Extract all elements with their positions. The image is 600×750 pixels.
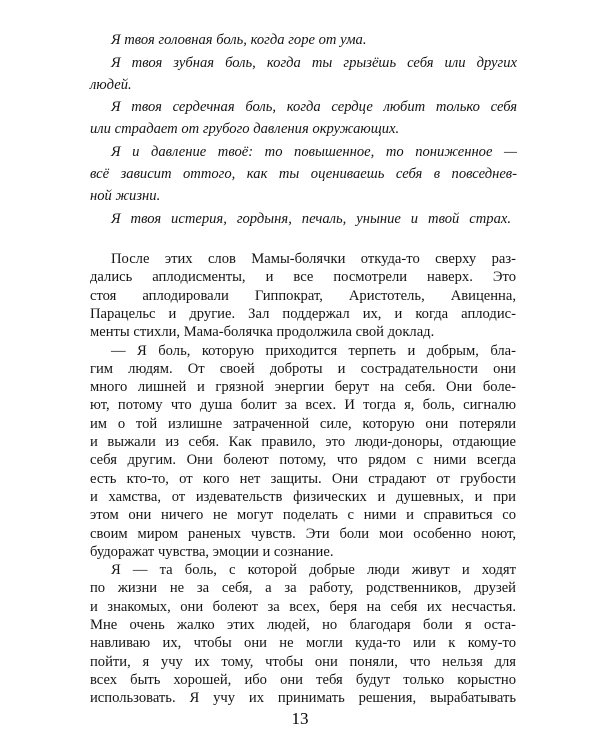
text-line: этом они ничего не могут поделать с ними и справиться со: [90, 507, 516, 524]
text-line: себя другим. Они болеют потому, что рядом с ними всегда: [90, 452, 516, 469]
poem-line: Я твоя зубная боль, когда ты грызёшь себя или других: [111, 55, 517, 71]
text-line: ют, потому что душа болит за всех. И тогда я, боль, сигналю: [90, 397, 516, 414]
text-line: навливаю их, чтобы они не могли куда-то или к кому-то: [90, 635, 516, 652]
text-line: будоражат чувства, эмоции и сознание.: [90, 543, 334, 560]
text-line: — Я боль, которую приходится терпеть и добрым, бла-: [111, 342, 516, 359]
poem-line: ной жизни.: [90, 188, 161, 204]
poem-line: Я твоя истерия, гордыня, печаль, уныние и твой страх.: [111, 211, 511, 227]
text-line: и выжали из себя. Как правило, это люди-доноры, отдающие: [90, 434, 516, 450]
text-line: и хамства, от издевательств физических и душевных, и при: [90, 488, 516, 505]
page-number: 13: [291, 709, 309, 728]
poem-line: Я твоя головная боль, когда горе от ума.: [111, 32, 367, 48]
text-line: После этих слов Мамы-болячки откуда-то сверху раз-: [111, 251, 516, 267]
text-line: дались аплодисменты, и все посмотрели наверх. Это: [90, 269, 516, 286]
text-line: и знакомых, они болеют за всех, беря на себя их несчастья.: [90, 598, 516, 615]
text-line: своим миром раненых чувств. Эти боли мои особенно ноют,: [90, 525, 516, 542]
poem-line: всё зависит оттого, как ты оцениваешь себя в повседнев-: [90, 166, 517, 182]
text-line: много лишней и грязной энергии берут на себя. Они боле-: [90, 379, 516, 396]
poem-line: Я твоя сердечная боль, когда сердце любит только себя: [111, 99, 517, 115]
text-line: Парацельс и другие. Зал поддержал их, и когда аплодис-: [90, 305, 516, 322]
poem-line: людей.: [90, 77, 132, 93]
text-line: всех быть хорошей, ибо они тебя будут только корыстно: [90, 671, 516, 688]
text-line: стоя аплодировали Гиппократ, Аристотель, Авиценна,: [90, 287, 516, 304]
text-line: им о той излишне затраченной силе, которую они потеряли: [90, 415, 516, 432]
text-line: есть кто-то, от кого нет защиты. Они страдают от грубости: [90, 470, 516, 487]
text-line: пойти, я учу их тому, чтобы они поняли, что нельзя для: [90, 653, 516, 670]
poem-line: Я и давление твоё: то повышенное, то пониженное —: [111, 144, 517, 160]
text-line: по жизни не за себя, а за работу, родственников, друзей: [90, 580, 516, 597]
text-line: Мне очень жалко этих людей, но благодаря боли я оста-: [90, 617, 516, 633]
text-line: Я — та боль, с которой добрые люди живут и ходят: [111, 562, 516, 579]
poem-line: или страдает от грубого давления окружающих.: [90, 121, 400, 137]
text-line: менты стихли, Мама-болячка продолжила свой доклад.: [90, 324, 435, 341]
text-line: использовать. Я учу их принимать решения, вырабатывать: [90, 690, 516, 707]
text-line: гим людям. От своей доброты и сострадательности они: [90, 360, 516, 377]
